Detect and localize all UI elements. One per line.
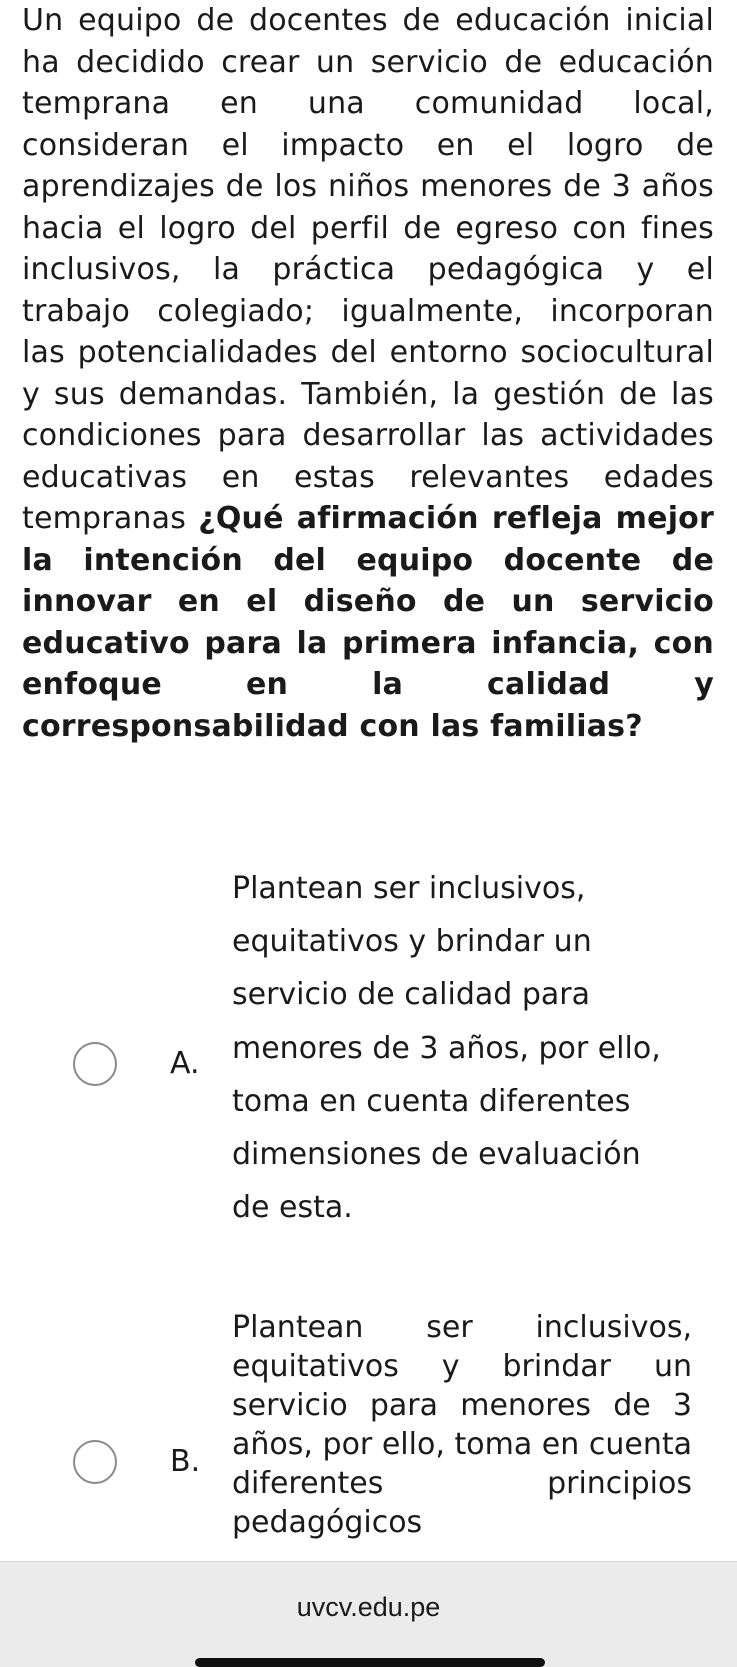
radio-button-a[interactable] [73, 1042, 117, 1086]
option-text-b: Plantean ser inclusivos, equitativos y brindar un servicio para menores de 3 años, por ello, toma en cuenta diferentes principios pedagógicos [232, 1310, 692, 1540]
radio-button-b[interactable] [73, 1440, 117, 1484]
option-letter-a: A. [170, 1046, 200, 1081]
option-letter-b: B. [170, 1444, 201, 1479]
question-prompt: ¿Qué afirmación refleja mejor la intención del equipo docente de innovar en el diseño de un servicio educativo para la primera infancia, con enfoque en la calidad y corresponsabilidad con las familias? [22, 501, 714, 744]
browser-address-bar[interactable] [0, 1561, 737, 1667]
url-text[interactable]: uvcv.edu.pe [296, 1592, 441, 1622]
question-stem: Un equipo de docentes de educación inicial ha decidido crear un servicio de educación temprana en una comunidad local, consideran el impacto en el logro de aprendizajes de los niños menores de 3 años hacia el logro del perfil de egreso con fines inclusivos, la práctica pedagógica y el trabajo colegiado; igualmente, incorporan las potencialidades del entorno sociocultural y sus demandas. También, la gestión de las condiciones para desarrollar las actividades educativas en estas relevantes edades tempranas [22, 3, 714, 536]
option-text-a: Plantean ser inclusivos, equitativos y brindar un servicio de calidad para menores de 3 años, por ello, toma en cuenta diferentes dimensiones de evaluación de esta. [232, 871, 661, 1226]
question-text [22, 0, 714, 747]
